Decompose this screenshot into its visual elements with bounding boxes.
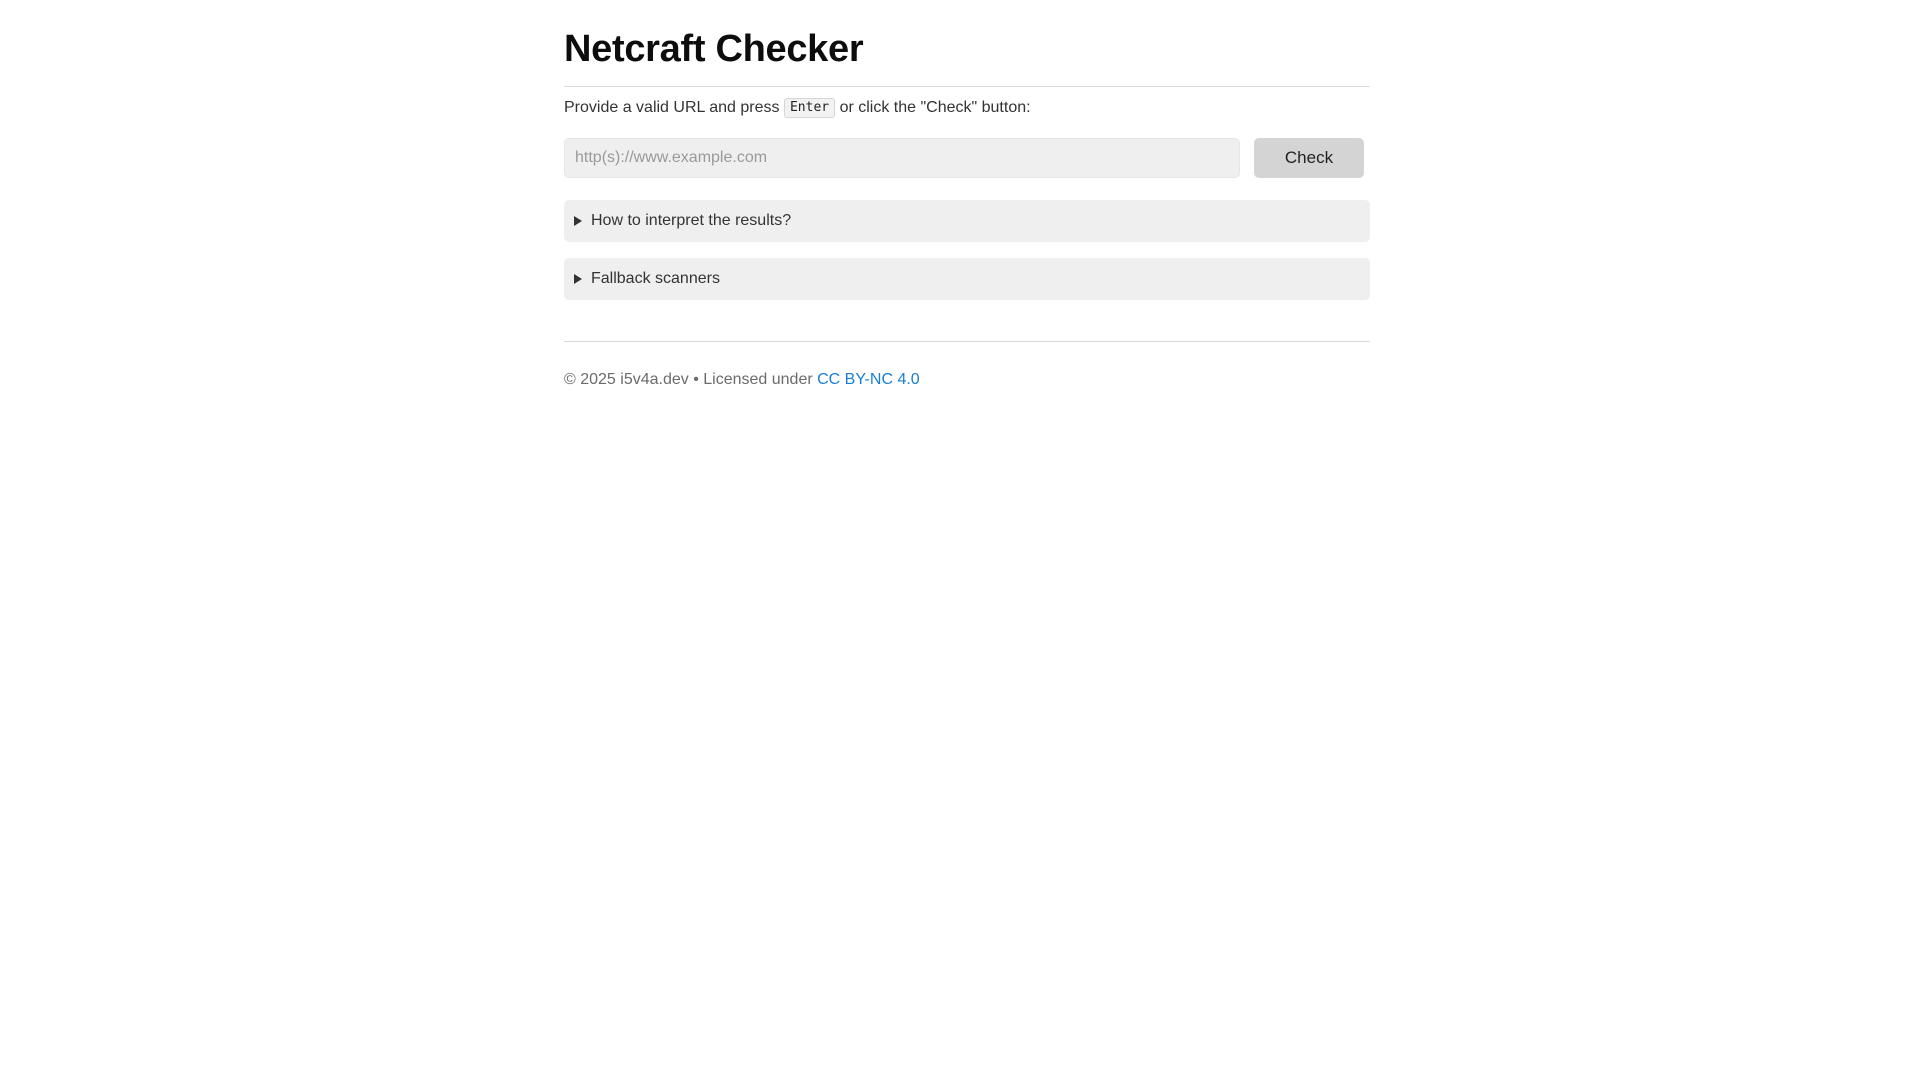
footer-copyright: © 2025 i5v4a.dev • Licensed under bbox=[564, 371, 813, 388]
footer bbox=[564, 369, 1370, 391]
instructions-text bbox=[564, 97, 1370, 119]
details-summary-label: How to interpret the results? bbox=[591, 212, 792, 229]
triangle-right-icon bbox=[574, 216, 582, 226]
license-link[interactable]: CC BY-NC 4.0 bbox=[817, 371, 920, 388]
header-divider bbox=[564, 86, 1370, 87]
instructions-before: Provide a valid URL and press bbox=[564, 99, 780, 116]
footer-divider bbox=[564, 341, 1370, 342]
details-fallback-scanners[interactable] bbox=[564, 258, 1370, 300]
page-container bbox=[564, 0, 1370, 391]
check-form bbox=[564, 138, 1370, 178]
triangle-right-icon bbox=[574, 274, 582, 284]
details-interpret-results[interactable] bbox=[564, 200, 1370, 242]
enter-key-hint: Enter bbox=[784, 98, 835, 118]
details-summary-label: Fallback scanners bbox=[591, 270, 720, 287]
check-button[interactable]: Check bbox=[1254, 138, 1364, 178]
url-input[interactable] bbox=[564, 138, 1240, 178]
page-title: Netcraft Checker bbox=[564, 28, 864, 70]
instructions-after: or click the "Check" button: bbox=[839, 99, 1031, 116]
